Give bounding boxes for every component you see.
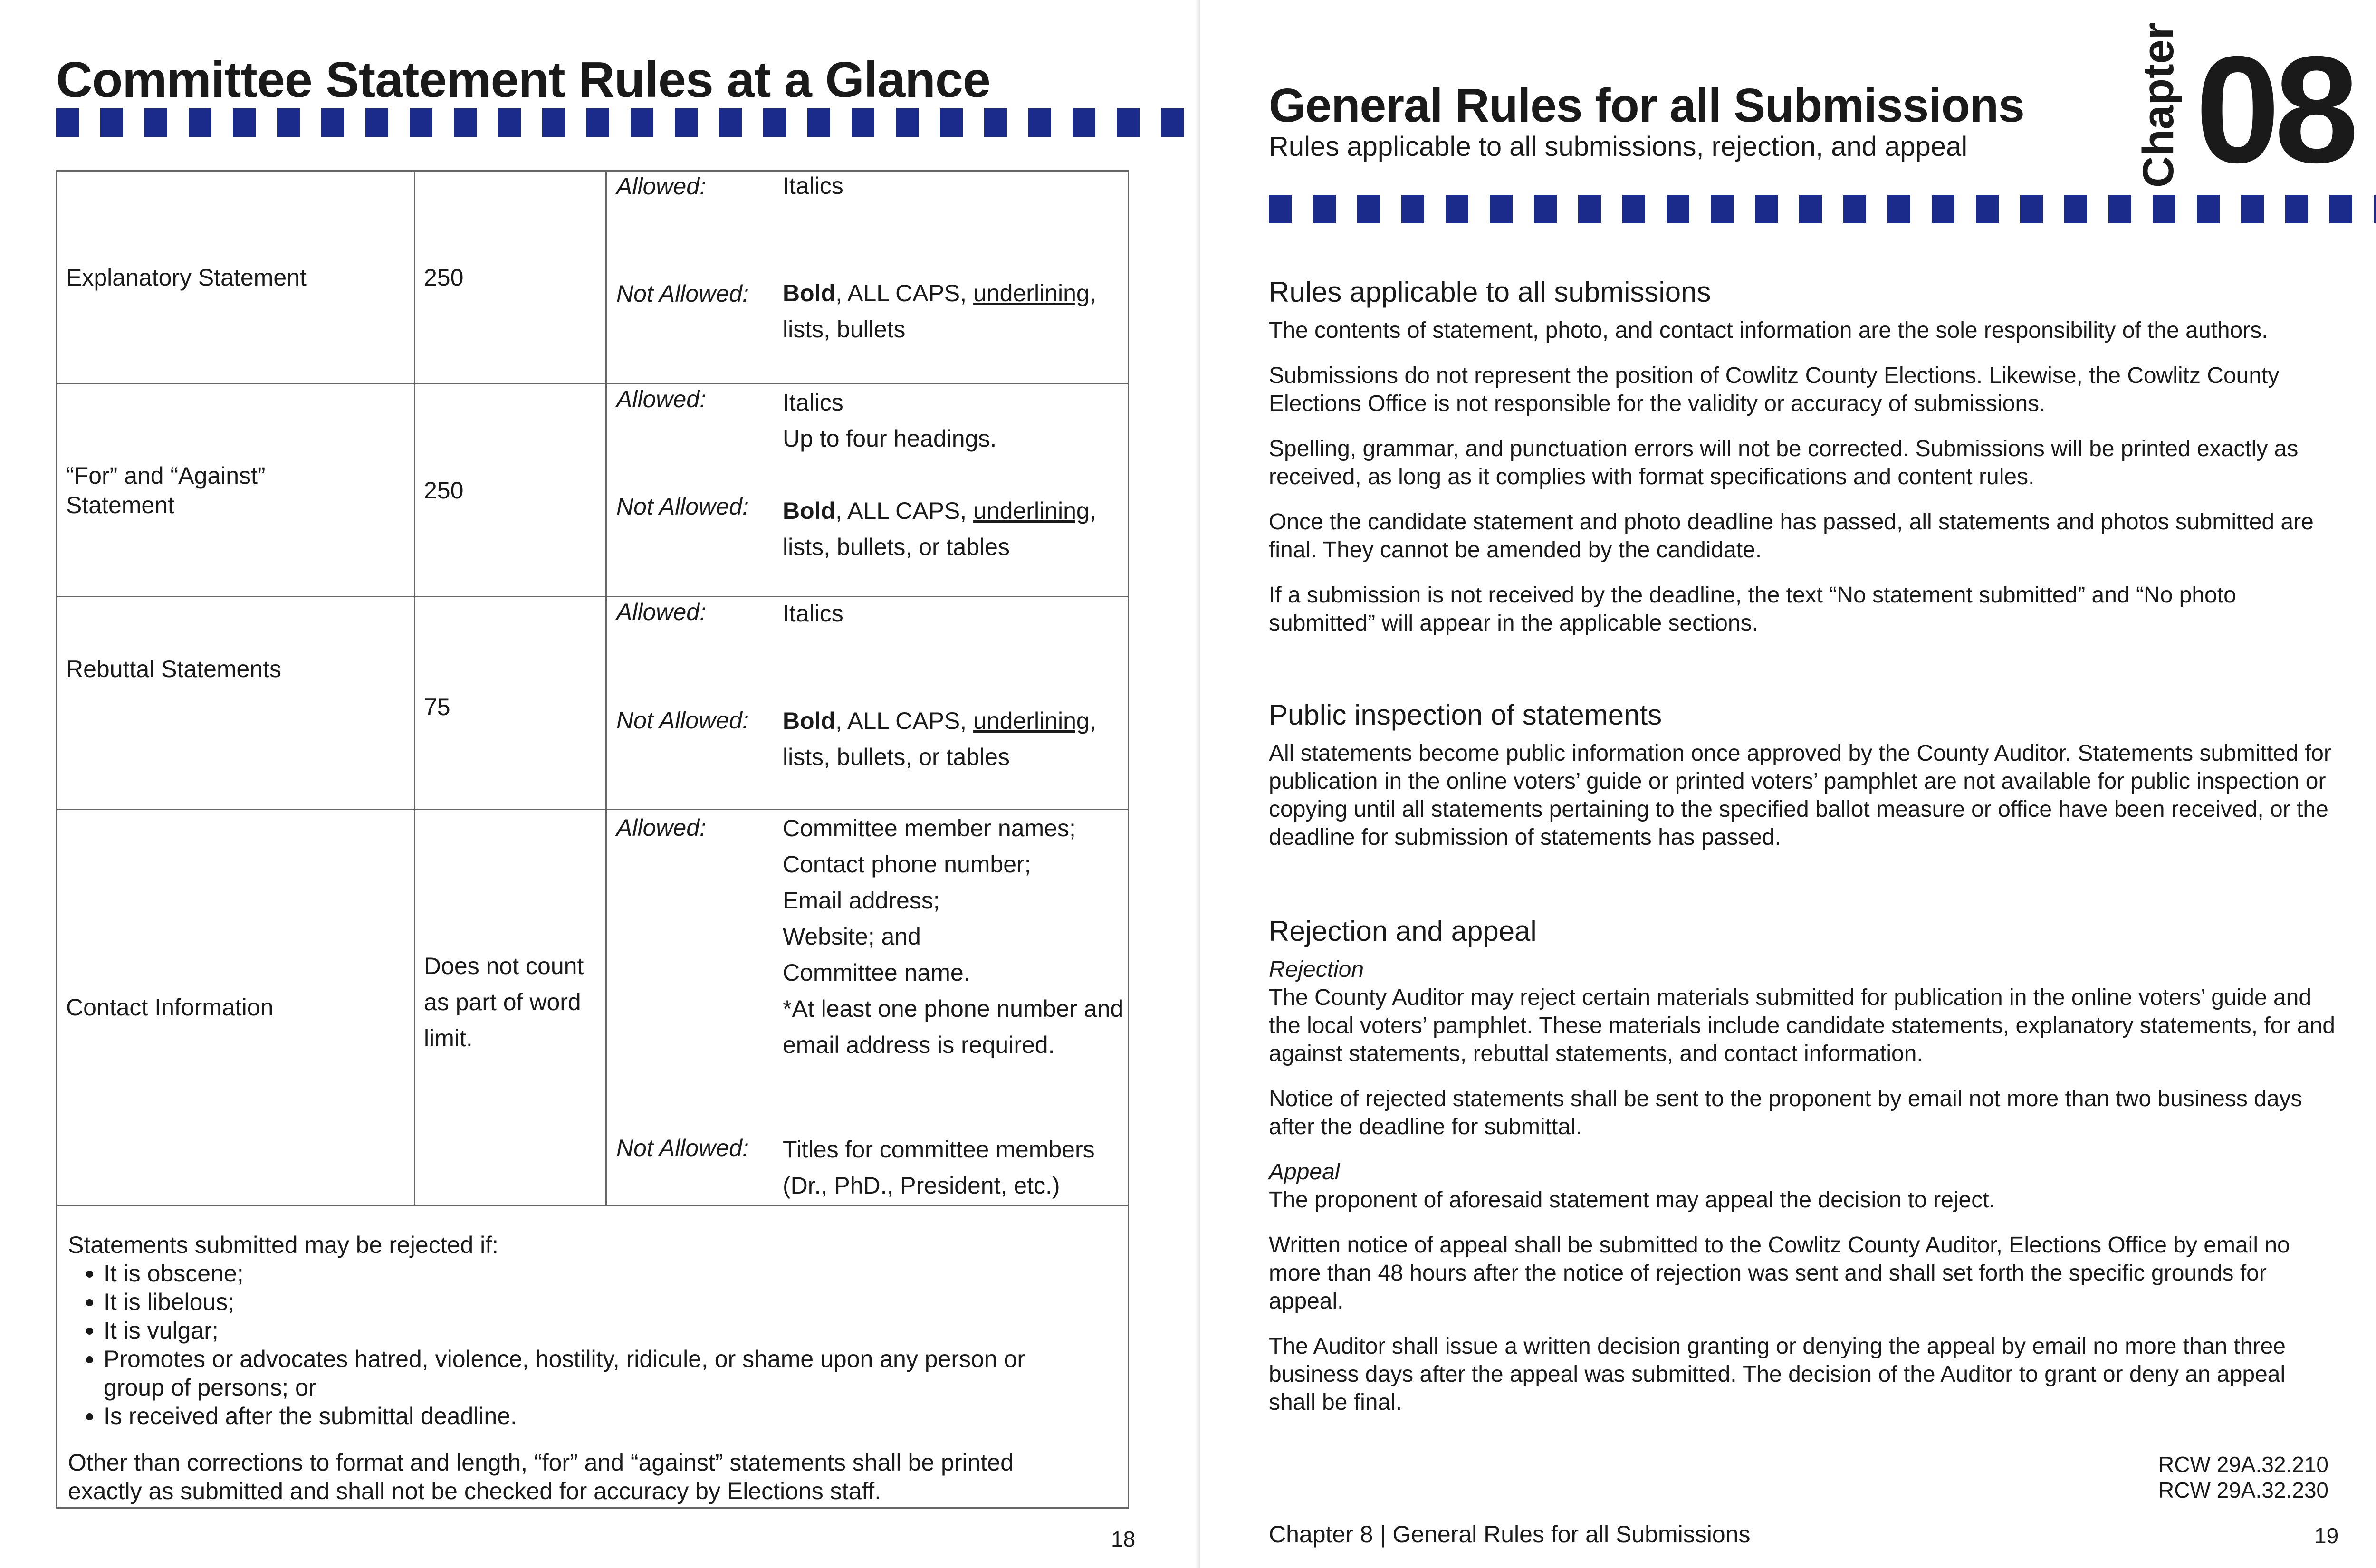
running-footer: Chapter 8 | General Rules for all Submissions: [1269, 1521, 1751, 1548]
dash-segment: [233, 108, 256, 137]
type-cell: Rebuttal Statements: [57, 597, 415, 810]
dash-segment: [1269, 195, 1292, 223]
dash-segment: [1117, 108, 1140, 137]
paragraph: Once the candidate statement and photo deadline has passed, all statements and photos submitted are final. They cannot be amended by the candidate.: [1269, 509, 2314, 563]
not-allowed-value-line2: lists, bullets, or tables: [783, 744, 1010, 770]
type-cell: “For” and “Against” Statement: [57, 384, 415, 597]
dash-segment: [321, 108, 344, 137]
rejection-list: [68, 1259, 1118, 1430]
dash-segment: [365, 108, 388, 137]
section-rejection-appeal: [1269, 917, 2338, 1434]
dash-segment: [1799, 195, 1822, 223]
paragraph: The Auditor shall issue a written decision granting or denying the appeal by email no more than three business days after the appeal was submitted. The decision of the Auditor to grant or deny an appeal shall be final.: [1269, 1334, 2286, 1415]
paragraph: The County Auditor may reject certain materials submitted for publication in the online voters’ guide and the local voters’ pamphlet. These materials include candidate statements, explanatory statements, for and against statements, rebuttal statements, and contact information.: [1269, 985, 2335, 1066]
title-dash-rule: [1269, 195, 2376, 223]
rejection-label: Rejection: [1269, 957, 1364, 982]
dash-segment: [719, 108, 742, 137]
rules-cell: [606, 597, 1129, 810]
allowed-value: email address is required.: [783, 1032, 1055, 1058]
dash-segment: [2329, 195, 2352, 223]
chapter-number: 08: [2195, 24, 2353, 194]
paragraph: If a submission is not received by the deadline, the text “No statement submitted” and “No photo submitted” will appear in the applicable sections.: [1269, 583, 2236, 636]
dash-segment: [277, 108, 300, 137]
not-allowed-value: Bold, ALL CAPS, underlining,: [783, 708, 1096, 734]
dash-segment: [56, 108, 79, 137]
dash-segment: [2153, 195, 2175, 223]
limit-cell: 250: [415, 171, 606, 384]
dash-segment: [2064, 195, 2087, 223]
dash-segment: [763, 108, 786, 137]
page-title: General Rules for all Submissions: [1269, 79, 2024, 132]
paragraph: The contents of statement, photo, and contact information are the sole responsibility of the authors.: [1269, 318, 2268, 343]
not-allowed-label: Not Allowed:: [616, 280, 749, 307]
dash-segment: [1843, 195, 1866, 223]
not-allowed-value-line2: lists, bullets: [783, 316, 906, 343]
allowed-value: *At least one phone number and: [783, 995, 1124, 1022]
list-item: • It is vulgar;: [104, 1316, 1118, 1345]
page-subtitle: Rules applicable to all submissions, rejection, and appeal: [1269, 131, 1968, 162]
allowed-value: Email address;: [783, 887, 940, 914]
not-allowed-label: Not Allowed:: [616, 493, 749, 520]
section-public-inspection: [1269, 701, 2338, 869]
paragraph: Submissions do not represent the position of Cowlitz County Elections. Likewise, the Cowlitz County Elections Office is not responsible for the validity or accuracy of submissions.: [1269, 363, 2280, 416]
allowed-value: Italics: [783, 600, 843, 627]
rejection-heading: Statements submitted may be rejected if:: [68, 1232, 498, 1258]
allowed-value: Up to four headings.: [783, 425, 997, 452]
rejection-criteria-box: [56, 1200, 1129, 1509]
section-heading: Rules applicable to all submissions: [1269, 276, 1711, 308]
not-allowed-label: Not Allowed:: [616, 1135, 749, 1161]
not-allowed-value: (Dr., PhD., President, etc.): [783, 1172, 1060, 1199]
dash-segment: [1028, 108, 1051, 137]
chapter-label: Chapter: [2134, 22, 2183, 188]
allowed-value: Committee member names;: [783, 815, 1076, 841]
dash-segment: [1446, 195, 1468, 223]
dash-segment: [2197, 195, 2220, 223]
dash-segment: [1534, 195, 1557, 223]
appeal-label: Appeal: [1269, 1159, 1340, 1185]
not-allowed-value: Bold, ALL CAPS, underlining,: [783, 280, 1096, 306]
not-allowed-value-line2: lists, bullets, or tables: [783, 534, 1010, 560]
dash-segment: [1401, 195, 1424, 223]
section-heading: Rejection and appeal: [1269, 915, 1537, 947]
list-item: • Promotes or advocates hatred, violence, hostility, ridicule, or shame upon any person or group of persons; or: [104, 1345, 1118, 1402]
dash-segment: [2285, 195, 2308, 223]
dash-segment: [189, 108, 211, 137]
dash-segment: [2108, 195, 2131, 223]
dash-segment: [1887, 195, 1910, 223]
dash-segment: [631, 108, 653, 137]
dash-segment: [1073, 108, 1095, 137]
page-number: 19: [2314, 1523, 2339, 1548]
dash-segment: [144, 108, 167, 137]
paragraph: Notice of rejected statements shall be sent to the proponent by email not more than two business days after the deadline for submittal.: [1269, 1086, 2302, 1139]
dash-segment: [1161, 108, 1184, 137]
table-row: [57, 810, 1129, 1205]
table-row: [57, 171, 1129, 384]
allowed-value: Committee name.: [783, 959, 970, 986]
list-item: • Is received after the submittal deadline.: [104, 1402, 1118, 1430]
rejection-footnote: Other than corrections to format and length, “for” and “against” statements shall be printed exactly as submitted and shall not be checked for accuracy by Elections staff.: [68, 1449, 1014, 1504]
table-row: [57, 597, 1129, 810]
dash-segment: [1313, 195, 1336, 223]
dash-segment: [1711, 195, 1734, 223]
dash-segment: [586, 108, 609, 137]
dash-segment: [100, 108, 123, 137]
dash-segment: [940, 108, 963, 137]
not-allowed-value: Bold, ALL CAPS, underlining,: [783, 497, 1096, 524]
allowed-label: Allowed:: [616, 599, 706, 625]
dash-segment: [1667, 195, 1689, 223]
table-row: [57, 384, 1129, 597]
allowed-value: Contact phone number;: [783, 851, 1031, 878]
dash-segment: [984, 108, 1007, 137]
title-dash-rule: [56, 108, 1205, 137]
limit-cell: 250: [415, 384, 606, 597]
paragraph: All statements become public information once approved by the County Auditor. Statements submitted for publication in the online voters’ guide or printed voters’ pamphlet are not available for public inspection or copying until all statements pertaining to the specified ballot measure or office have been received, or the deadline for submission of statements has passed.: [1269, 741, 2331, 850]
section-heading: Public inspection of statements: [1269, 699, 1662, 731]
dash-segment: [896, 108, 919, 137]
dash-segment: [2241, 195, 2264, 223]
dash-segment: [410, 108, 432, 137]
rcw-references: RCW 29A.32.210 RCW 29A.32.230: [2158, 1452, 2328, 1502]
dash-segment: [852, 108, 874, 137]
dash-segment: [1932, 195, 1954, 223]
dash-segment: [1622, 195, 1645, 223]
section-rules-all-submissions: [1269, 278, 2338, 654]
page-title: Committee Statement Rules at a Glance: [56, 52, 990, 108]
dash-segment: [498, 108, 521, 137]
dash-segment: [807, 108, 830, 137]
rules-cell: [606, 384, 1129, 597]
type-cell: Explanatory Statement: [57, 171, 415, 384]
paragraph: Spelling, grammar, and punctuation errors will not be corrected. Submissions will be printed exactly as received, as long as it complies with format specifications and content rules.: [1269, 436, 2299, 489]
allowed-label: Allowed:: [616, 173, 706, 200]
allowed-value: Italics: [783, 172, 843, 199]
page-number: 18: [1111, 1527, 1136, 1551]
paragraph: Written notice of appeal shall be submitted to the Cowlitz County Auditor, Elections Office by email no more than 48 hours after the notice of rejection was sent and shall set forth the specific grounds for appeal.: [1269, 1233, 2290, 1314]
dash-segment: [1755, 195, 1778, 223]
allowed-value: Italics: [783, 389, 843, 416]
limit-cell: Does not count as part of word limit.: [415, 810, 606, 1205]
dash-segment: [542, 108, 565, 137]
dash-segment: [1976, 195, 1999, 223]
allowed-label: Allowed:: [616, 814, 706, 841]
allowed-label: Allowed:: [616, 386, 706, 412]
list-item: • It is obscene;: [104, 1259, 1118, 1288]
rules-table: [56, 170, 1129, 1206]
dash-segment: [2374, 195, 2376, 223]
dash-segment: [2020, 195, 2043, 223]
dash-segment: [454, 108, 477, 137]
dash-segment: [1490, 195, 1513, 223]
list-item: • It is libelous;: [104, 1288, 1118, 1316]
type-cell: Contact Information: [57, 810, 415, 1205]
paragraph: The proponent of aforesaid statement may appeal the decision to reject.: [1269, 1187, 1995, 1213]
allowed-value: Website; and: [783, 923, 921, 950]
not-allowed-label: Not Allowed:: [616, 707, 749, 734]
rules-cell: [606, 171, 1129, 384]
dash-segment: [1357, 195, 1380, 223]
dash-segment: [675, 108, 698, 137]
dash-segment: [1578, 195, 1601, 223]
limit-cell: 75: [415, 597, 606, 810]
rules-cell: [606, 810, 1129, 1205]
not-allowed-value: Titles for committee members: [783, 1136, 1095, 1163]
